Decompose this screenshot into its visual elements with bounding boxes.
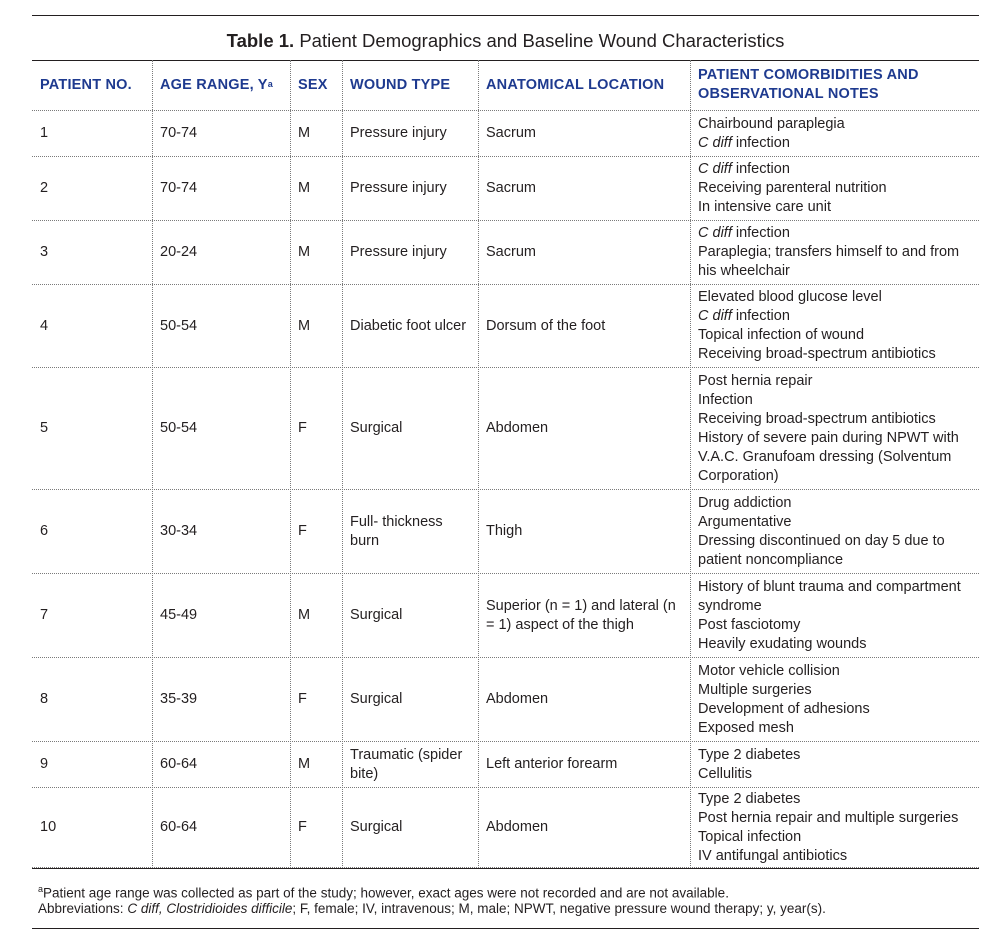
note-line: C diff infection — [698, 161, 790, 177]
cell-patient-no-text: 2 — [40, 180, 49, 196]
cell-anatomical-location-text: Left anterior forearm — [486, 756, 618, 772]
cell-anatomical-location-text: Abdomen — [486, 819, 549, 835]
table-header — [32, 60, 979, 111]
note-line: C diff infection — [698, 134, 790, 151]
cell-age-range-text: 70-74 — [160, 180, 198, 196]
cell-sex-text: M — [298, 317, 311, 334]
cell-notes — [690, 788, 979, 867]
cell-anatomical-location-text: Sacrum — [486, 244, 536, 260]
cell-patient-no-text: 3 — [40, 244, 49, 260]
cell-wound-type — [342, 658, 478, 741]
bottom-rule — [32, 868, 979, 869]
cell-sex-text: M — [298, 125, 311, 141]
cell-wound-type-text: Surgical — [350, 420, 403, 436]
cell-anatomical-location — [478, 788, 690, 867]
cell-age-range-text: 35-39 — [160, 691, 198, 707]
note-line: Motor vehicle collision — [698, 662, 840, 679]
table-row — [32, 221, 979, 285]
cell-sex — [290, 574, 342, 657]
cell-sex-text: M — [298, 244, 311, 260]
table-title-text: Patient Demographics and Baseline Wound Characteristics — [299, 30, 785, 51]
table-row — [32, 490, 979, 574]
cell-anatomical-location — [478, 368, 690, 489]
cell-sex — [290, 157, 342, 220]
cell-anatomical-location — [478, 221, 690, 284]
cell-wound-type-text: Traumatic (spider bite) — [350, 746, 463, 782]
note-line: Heavily exudating wounds — [698, 635, 867, 652]
note-line: Post hernia repair — [698, 372, 813, 389]
cell-anatomical-location — [478, 157, 690, 220]
header-wound-type: WOUND TYPE — [350, 76, 451, 93]
note-line: Corporation) — [698, 467, 779, 484]
cell-patient-no — [32, 285, 152, 367]
cell-wound-type-text: Pressure injury — [350, 244, 447, 260]
cell-sex — [290, 368, 342, 489]
note-line: V.A.C. Granufoam dressing (Solventum — [698, 448, 952, 465]
note-line: Multiple surgeries — [698, 681, 812, 698]
cell-age-range — [152, 157, 290, 220]
cell-sex-text: M — [298, 180, 311, 196]
header-sex: SEX — [298, 76, 328, 93]
cell-wound-type — [342, 490, 478, 573]
cell-notes — [690, 658, 979, 741]
cell-sex — [290, 742, 342, 787]
cell-patient-no-text: 7 — [40, 607, 49, 623]
cell-notes — [690, 111, 979, 156]
cell-anatomical-location — [478, 574, 690, 657]
cell-wound-type — [342, 285, 478, 367]
cell-patient-no-text: 1 — [40, 125, 49, 141]
cell-sex-text: F — [298, 523, 307, 539]
cell-sex-text: M — [298, 756, 311, 772]
header-anatomical-location: ANATOMICAL LOCATION — [486, 76, 665, 93]
cell-age-range — [152, 111, 290, 156]
header-age-range: AGE RANGE, Y a — [160, 76, 273, 93]
note-line: Cellulitis — [698, 765, 752, 782]
cell-wound-type-text: Pressure injury — [350, 180, 447, 196]
cell-age-range — [152, 221, 290, 284]
cell-patient-no — [32, 221, 152, 284]
note-line: Topical infection of wound — [698, 327, 865, 343]
cell-sex-text: F — [298, 819, 307, 835]
note-line: Drug addiction — [698, 494, 792, 511]
cell-age-range-text: 30-34 — [160, 523, 198, 539]
cell-patient-no — [32, 157, 152, 220]
cell-age-range — [152, 490, 290, 573]
cell-age-range-text: 50-54 — [160, 317, 198, 334]
cell-patient-no-text: 8 — [40, 691, 49, 707]
cell-age-range-text: 20-24 — [160, 244, 198, 260]
note-line: his wheelchair — [698, 263, 790, 279]
cell-age-range-text: 70-74 — [160, 125, 198, 141]
cell-wound-type — [342, 574, 478, 657]
cell-sex — [290, 788, 342, 867]
cell-notes — [690, 742, 979, 787]
cell-wound-type — [342, 157, 478, 220]
cell-age-range-text: 60-64 — [160, 819, 198, 835]
cell-notes — [690, 490, 979, 573]
cell-anatomical-location — [478, 658, 690, 741]
cell-wound-type — [342, 742, 478, 787]
cell-wound-type-text: Pressure injury — [350, 125, 447, 141]
cell-patient-no-text: 4 — [40, 317, 49, 334]
cell-sex-text: M — [298, 607, 311, 623]
cell-wound-type-text: Surgical — [350, 691, 403, 707]
note-line: Post hernia repair and multiple surgeries — [698, 809, 959, 826]
top-rule — [32, 15, 979, 16]
note-line: syndrome — [698, 597, 762, 614]
note-line: C diff infection — [698, 225, 790, 241]
table-row — [32, 368, 979, 490]
cell-sex-text: F — [298, 691, 307, 707]
cell-patient-no — [32, 490, 152, 573]
table-row — [32, 111, 979, 157]
cell-sex — [290, 111, 342, 156]
footnote-a: $^a$Patient age range was collected as part of the study; however, exact ages were not recorded and are not available. — [38, 884, 729, 901]
note-line: Exposed mesh — [698, 719, 794, 736]
note-line: Receiving broad-spectrum antibiotics — [698, 410, 936, 427]
cell-wound-type — [342, 221, 478, 284]
table-row — [32, 788, 979, 868]
note-line: Paraplegia; transfers himself to and from — [698, 244, 960, 260]
cell-sex — [290, 490, 342, 573]
cell-notes — [690, 574, 979, 657]
note-line: Dressing discontinued on day 5 due to — [698, 532, 945, 549]
cell-patient-no — [32, 574, 152, 657]
note-line: patient noncompliance — [698, 551, 844, 568]
cell-anatomical-location — [478, 285, 690, 367]
cell-anatomical-location-text: Abdomen — [486, 691, 549, 707]
note-line: IV antifungal antibiotics — [698, 847, 848, 864]
note-line: Development of adhesions — [698, 700, 870, 717]
cell-anatomical-location-text: Superior (n = 1) and lateral (n = 1) aspect of the thigh — [486, 597, 676, 633]
cell-notes — [690, 157, 979, 220]
cell-patient-no — [32, 788, 152, 867]
footnote-abbreviations: Abbreviations: C diff, Clostridioides difficile; F, female; IV, intravenous; M, male; NPWT, negative pressure wound therapy; y, year(s). — [38, 901, 826, 916]
cell-wound-type-text: Surgical — [350, 819, 403, 835]
cell-wound-type-text: Surgical — [350, 607, 403, 623]
cell-sex — [290, 285, 342, 367]
note-line: C diff infection — [698, 308, 790, 324]
cell-anatomical-location-text: Dorsum of the foot — [486, 317, 606, 334]
table-label: Table 1. — [226, 30, 295, 51]
note-line: Chairbound paraplegia — [698, 115, 845, 132]
cell-age-range — [152, 742, 290, 787]
cell-anatomical-location-text: Sacrum — [486, 180, 536, 196]
cell-age-range-text: 60-64 — [160, 756, 198, 772]
cell-wound-type-text: Full- thickness burn — [350, 513, 443, 549]
table-row — [32, 157, 979, 221]
cell-patient-no — [32, 368, 152, 489]
cell-patient-no-text: 9 — [40, 756, 49, 772]
cell-age-range — [152, 658, 290, 741]
cell-notes — [690, 285, 979, 367]
table-row — [32, 574, 979, 658]
cell-anatomical-location-text: Thigh — [486, 523, 523, 539]
table-row — [32, 285, 979, 368]
cell-anatomical-location-text: Abdomen — [486, 420, 549, 436]
cell-sex — [290, 658, 342, 741]
cell-patient-no-text: 5 — [40, 420, 49, 436]
cell-age-range — [152, 285, 290, 367]
cell-sex-text: F — [298, 420, 307, 436]
cell-anatomical-location — [478, 111, 690, 156]
cell-wound-type — [342, 368, 478, 489]
cell-patient-no — [32, 742, 152, 787]
cell-wound-type — [342, 111, 478, 156]
note-line: History of blunt trauma and compartment — [698, 578, 961, 595]
cell-patient-no-text: 10 — [40, 819, 57, 835]
cell-notes — [690, 368, 979, 489]
header-patient-no: PATIENT NO. — [40, 76, 132, 93]
cell-age-range — [152, 788, 290, 867]
cell-patient-no-text: 6 — [40, 523, 49, 539]
note-line: Type 2 diabetes — [698, 790, 801, 807]
cell-age-range — [152, 368, 290, 489]
cell-patient-no — [32, 111, 152, 156]
note-line: History of severe pain during NPWT with — [698, 429, 959, 446]
note-line: Type 2 diabetes — [698, 746, 801, 763]
note-line: Elevated blood glucose level — [698, 289, 882, 305]
cell-anatomical-location — [478, 742, 690, 787]
table-row — [32, 658, 979, 742]
note-line: Infection — [698, 391, 753, 408]
abbrev-cdiff: C diff, Clostridioides difficile — [127, 901, 293, 916]
table-row — [32, 742, 979, 788]
header-notes: PATIENT COMORBIDITIES AND OBSERVATIONAL NOTES — [698, 67, 919, 102]
cell-wound-type-text: Diabetic foot ulcer — [350, 317, 467, 334]
table-title — [32, 30, 979, 52]
cell-patient-no — [32, 658, 152, 741]
cell-age-range-text: 45-49 — [160, 607, 198, 623]
note-line: In intensive care unit — [698, 199, 831, 215]
note-line: Argumentative — [698, 513, 792, 530]
note-line: Receiving broad-spectrum antibiotics — [698, 346, 936, 362]
cell-age-range-text: 50-54 — [160, 420, 198, 436]
cell-anatomical-location-text: Sacrum — [486, 125, 536, 141]
note-line: Post fasciotomy — [698, 616, 801, 633]
cell-wound-type — [342, 788, 478, 867]
note-line: Receiving parenteral nutrition — [698, 180, 887, 196]
note-line: Topical infection — [698, 828, 802, 845]
cell-anatomical-location — [478, 490, 690, 573]
cell-notes — [690, 221, 979, 284]
cell-age-range — [152, 574, 290, 657]
footer-rule — [32, 928, 979, 929]
cell-sex — [290, 221, 342, 284]
